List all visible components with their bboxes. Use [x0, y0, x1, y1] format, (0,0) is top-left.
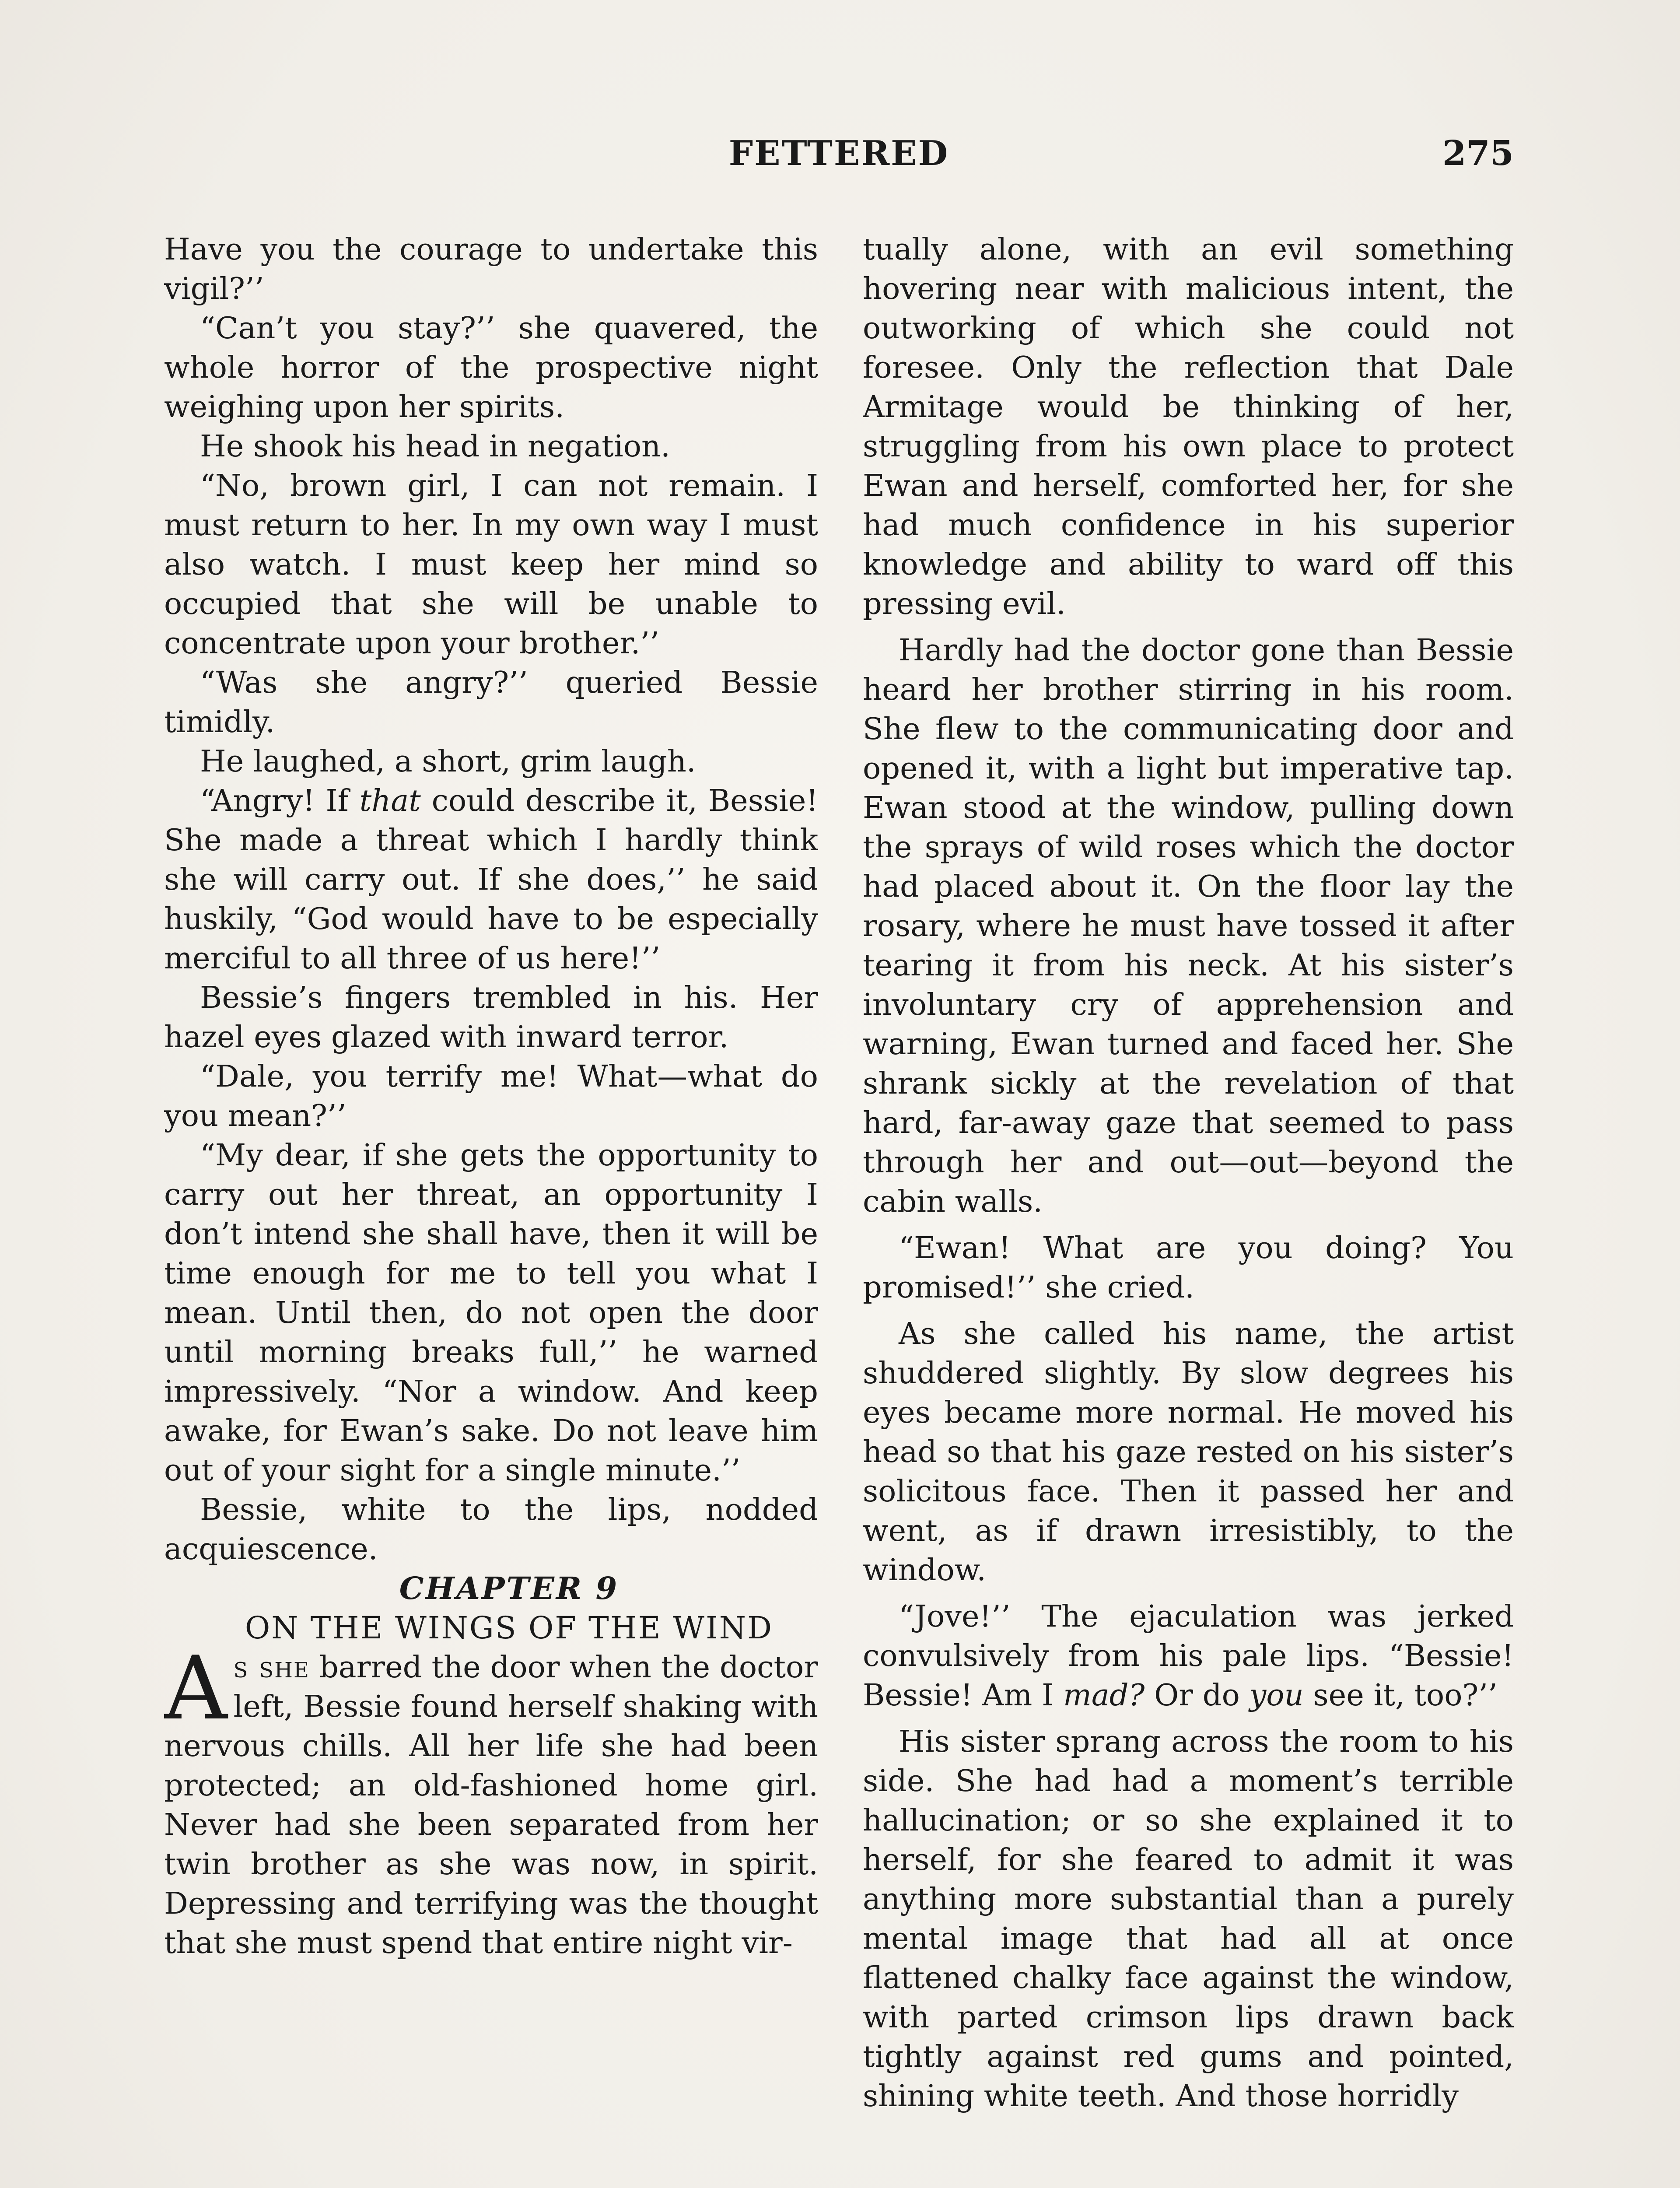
text-run: see it, too?’’ [1303, 1678, 1498, 1713]
left-text-column [164, 230, 818, 2188]
paragraph: Have you the courage to undertake this vigil?’’ [164, 232, 818, 306]
text-run: could describe it, Bessie! She made a threat which I hardly think she will carry out. If she does,’’ he said huskily, “God would have to be especially merciful to all three of us here!’’ [164, 783, 818, 976]
paragraph: “My dear, if she gets the opportunity to carry out her threat, an opportunity I don’t intend she shall have, then it will be time enough for me to tell you what I mean. Until then, do not open the door until morning breaks full,’’ he warned impressively. “Nor a window. And keep awake, for Ewan’s sake. Do not leave him out of your sight for a single minute.’’ [164, 1138, 818, 1488]
emphasis-text: that [359, 783, 421, 818]
paragraph: “Can’t you stay?’’ she quavered, the whole horror of the prospective night weighing upon her spirits. [164, 311, 818, 424]
paragraph: “Ewan! What are you doing? You promised!’’ she cried. [863, 1231, 1514, 1305]
paragraph-angry [164, 781, 818, 978]
text-run: “Angry! If [200, 783, 360, 818]
page-number: 275 [1442, 133, 1514, 173]
text-run: barred the door when the doctor left, Bessie found herself shaking with nervous chills. All her life she had been protected; an old-fashioned home girl. Never had she been separated from her twin brother as she was now, in spirit. Depressing and terrifying was the thought that she must spend that entire night vir- [164, 1650, 818, 1960]
paragraph: Bessie’s fingers trembled in his. Her hazel eyes glazed with inward terror. [164, 980, 818, 1055]
emphasis-text: mad? [1063, 1678, 1145, 1713]
running-header [164, 133, 1514, 182]
text-run: Or do [1144, 1678, 1250, 1713]
text-run: “Jove!’’ The ejaculation was jerked convulsively from his pale lips. “Bessie! Bessie! Am I [863, 1599, 1514, 1713]
paragraph: Hardly had the doctor gone than Bessie heard her brother stirring in his room. She flew to the communicating door and opened it, with a light but imperative tap. Ewan stood at the window, pulling down the sprays of wild roses which the doctor had placed about it. On the floor lay the rosary, where he must have tossed it after tearing it from his neck. At his sister’s involuntary cry of apprehension and warning, Ewan turned and faced her. She shrank sickly at the revelation of that hard, far-away gaze that seemed to pass through her and out—out—beyond the cabin walls. [863, 633, 1514, 1219]
paragraph: His sister sprang across the room to his side. She had had a moment’s terrible hallucination; or so she explained it to herself, for she feared to admit it was anything more substantial than a purely mental image that had all at once flattened chalky face against the window, with parted crimson lips drawn back tightly against red gums and pointed, shining white teeth. And those horridly [863, 1724, 1514, 2114]
paragraph: He laughed, a short, grim laugh. [200, 744, 696, 779]
small-caps-lead: s she [233, 1650, 310, 1685]
paragraph-jove [863, 1597, 1514, 1715]
emphasis-text: you [1249, 1678, 1304, 1713]
paragraph: “Dale, you terrify me! What—what do you mean?’’ [164, 1059, 818, 1133]
paragraph: “Was she angry?’’ queried Bessie timidly. [164, 665, 818, 740]
paragraph: tually alone, with an evil something hovering near with malicious intent, the outworking of which she could not foresee. Only the reflection that Dale Armitage would be thinking of her, struggling from his own place to protect Ewan and herself, comforted her, for she had much confidence in his superior knowledge and ability to ward off this pressing evil. [863, 232, 1514, 621]
paragraph: He shook his head in negation. [200, 429, 670, 464]
paragraph: As she called his name, the artist shuddered slightly. By slow degrees his eyes became more normal. He moved his head so that his gaze rested on his sister’s solicitous face. Then it passed her and went, as if drawn irresistibly, to the window. [863, 1316, 1514, 1588]
drop-cap: A [164, 1637, 228, 1739]
paragraph: “No, brown girl, I can not remain. I must return to her. In my own way I must also watch. I must keep her mind so occupied that she will be unable to concentrate upon your brother.’’ [164, 468, 818, 661]
running-title: FETTERED [728, 133, 949, 173]
chapter-title: ON THE WINGS OF THE WIND [245, 1610, 774, 1646]
right-text-column [863, 230, 1514, 2188]
chapter-opening-paragraph [164, 1637, 818, 1963]
chapter-number: CHAPTER 9 [399, 1570, 619, 1606]
paragraph: Bessie, white to the lips, nodded acquiescence. [164, 1492, 818, 1567]
